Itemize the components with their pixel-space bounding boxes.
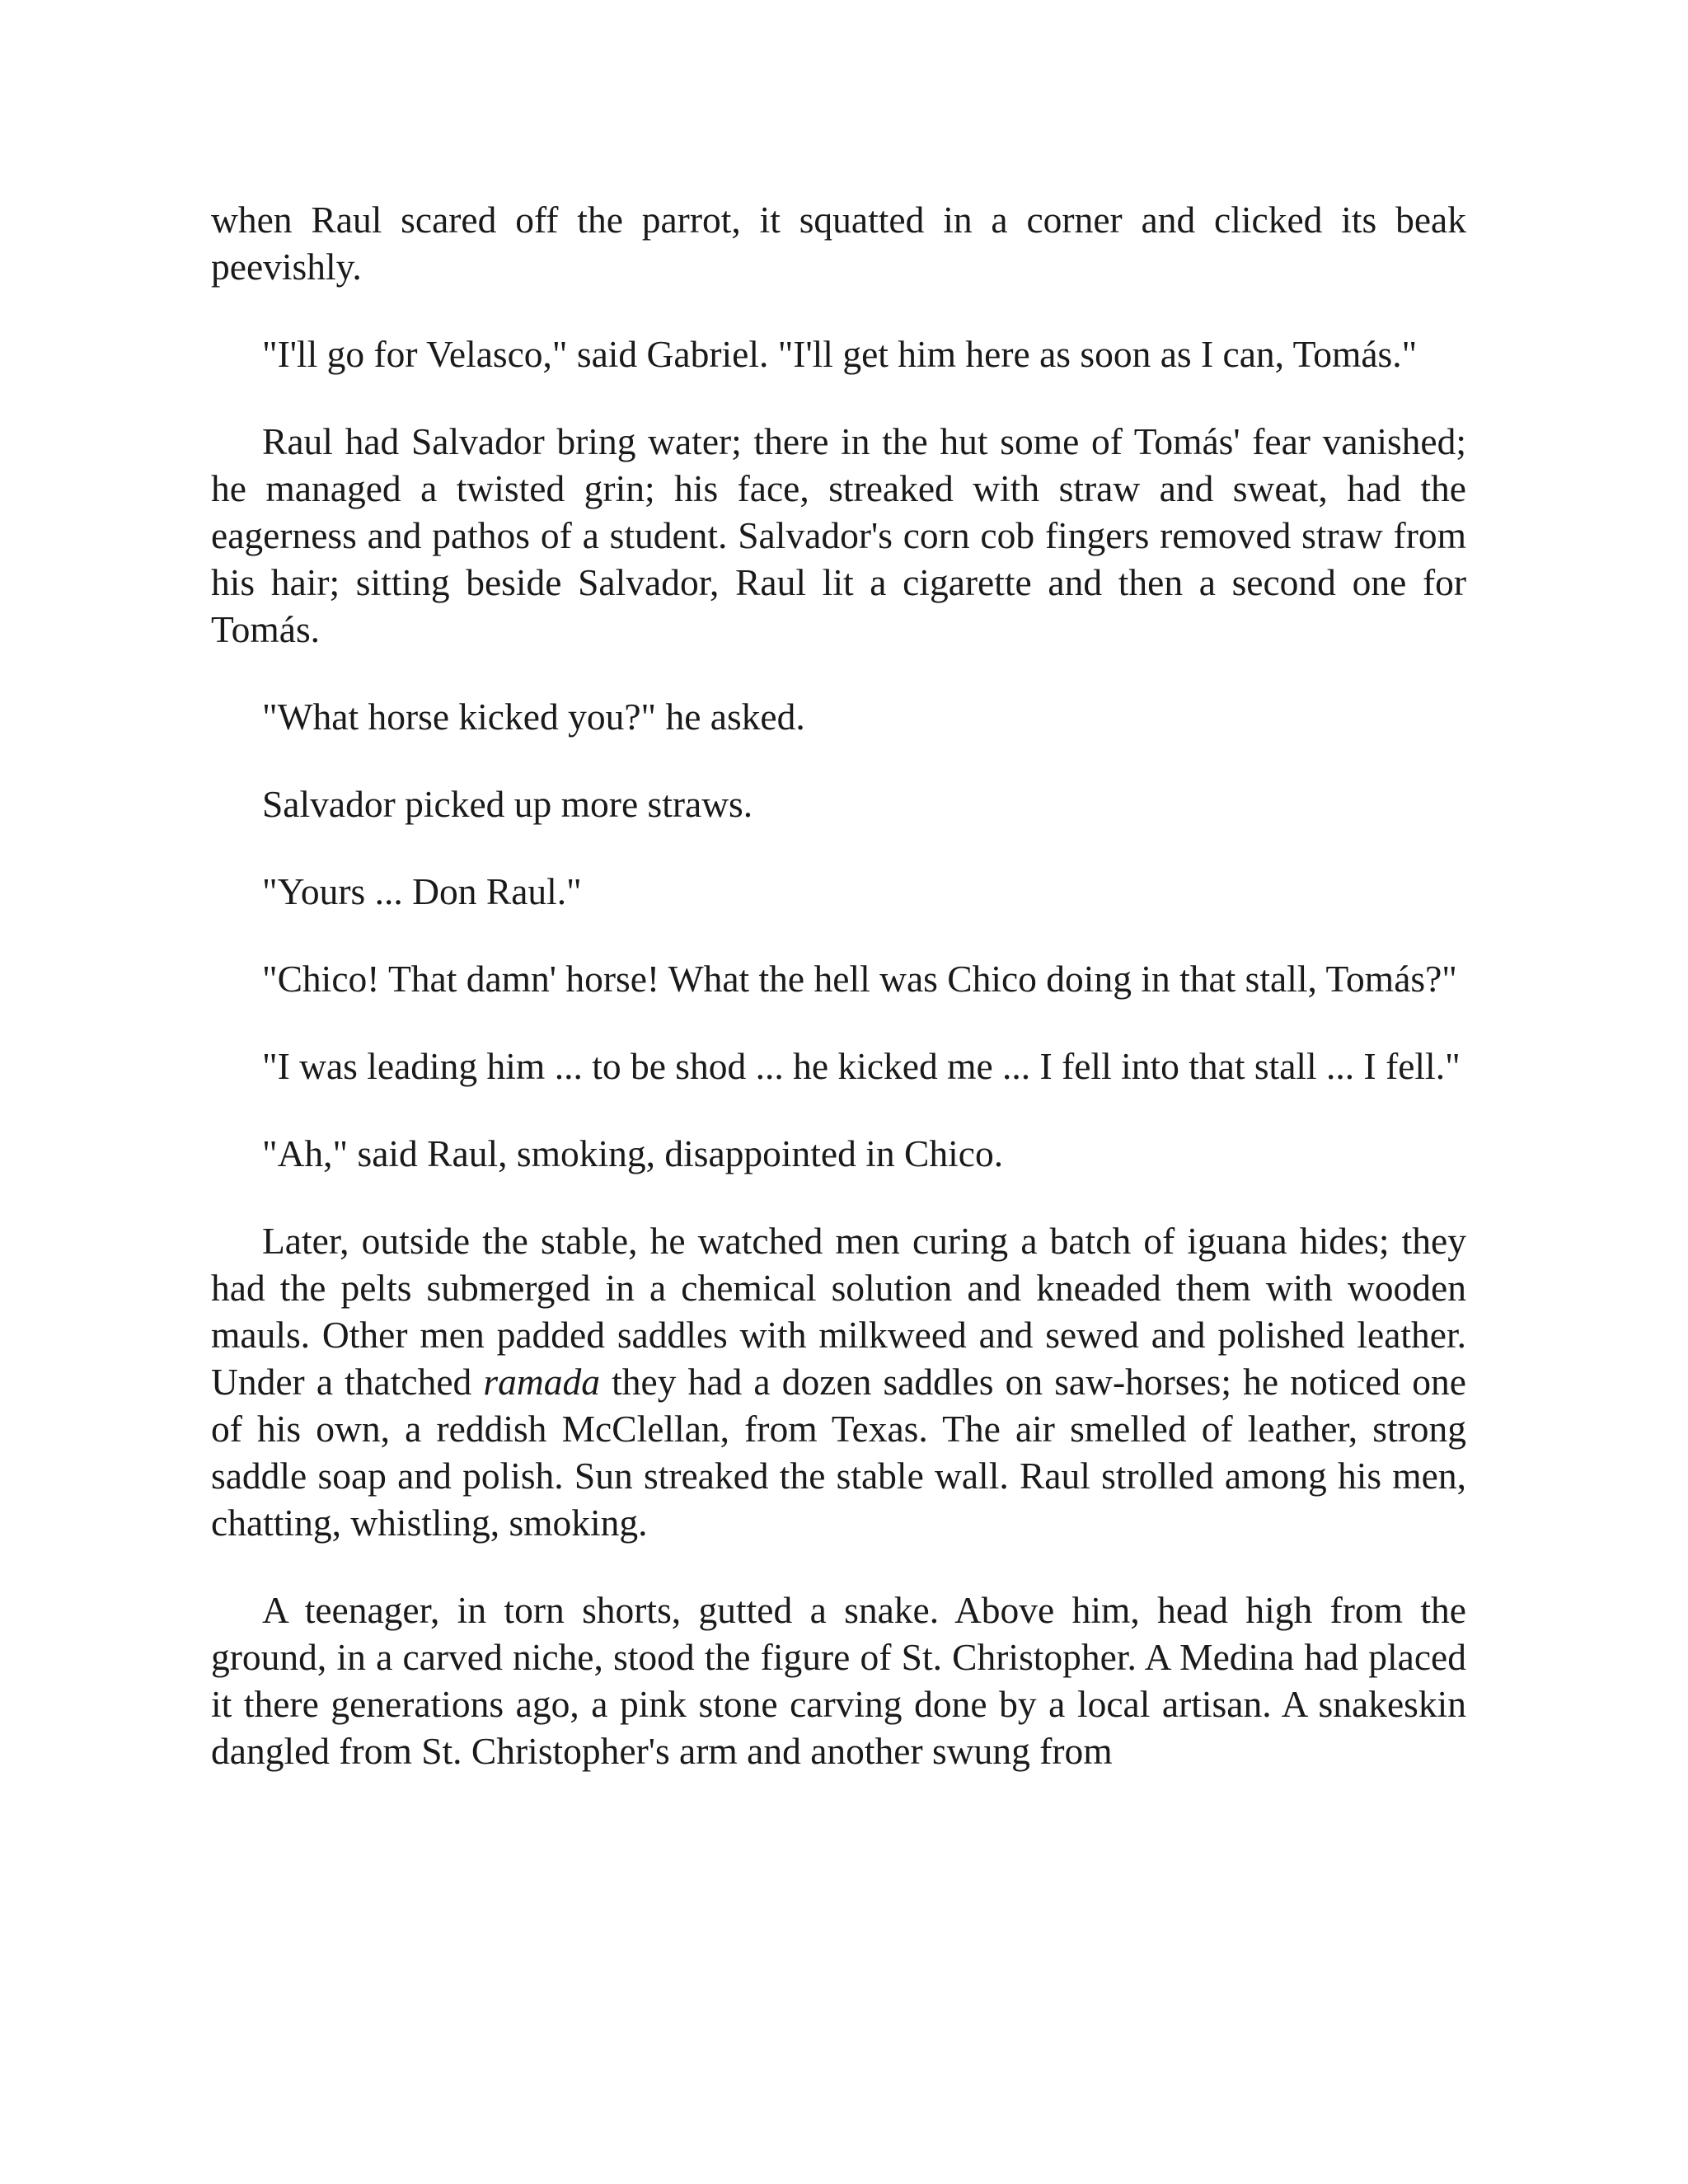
paragraph: "Chico! That damn' horse! What the hell was Chico doing in that stall, Tomás?" [262, 958, 1457, 1000]
paragraph: when Raul scared off the parrot, it squatted in a corner and clicked its beak peevishly. [211, 199, 1466, 288]
paragraph: Raul had Salvador bring water; there in the hut some of Tomás' fear vanished; he managed a twisted grin; his face, streaked with straw and sweat, had the eagerness and pathos of a student. Salvador's corn cob fingers removed straw from his hair; sitting beside Salvador, Raul lit a cigarette and then a second one for Tomás. [211, 420, 1466, 650]
paragraph: "I'll go for Velasco," said Gabriel. "I'll get him here as soon as I can, Tomás." [262, 333, 1418, 375]
paragraph [211, 1217, 1466, 1546]
body-text [211, 196, 1466, 1774]
paragraph: "What horse kicked you?" he asked. [262, 696, 805, 738]
paragraph: "Ah," said Raul, smoking, disappointed in Chico. [262, 1132, 1004, 1174]
italic-word: ramada [483, 1361, 600, 1403]
paragraph: Salvador picked up more straws. [262, 783, 753, 825]
paragraph: A teenager, in torn shorts, gutted a snake. Above him, head high from the ground, in a carved niche, stood the figure of St. Christopher. A Medina had placed it there generations ago, a pink stone carving done by a local artisan. A snakeskin dangled from St. Christopher's arm and another swung from [211, 1589, 1466, 1772]
paragraph: "Yours ... Don Raul." [262, 870, 582, 912]
paragraph: "I was leading him ... to be shod ... he kicked me ... I fell into that stall ... I fell." [262, 1045, 1461, 1087]
paragraph-text: they had a dozen saddles on saw-horses; he noticed one of his own, a reddish McClellan, from Texas. The air smelled of leather, strong saddle soap and polish. Sun streaked the stable wall. Raul strolled among his men, chatting, whistling, smoking. [211, 1361, 1466, 1544]
paragraph-text: Later, outside the stable, he watched men curing a batch of iguana hides; they had the pelts submerged in a chemical solution and kneaded them with wooden mauls. Other men padded saddles with milkweed and sewed and polished leather. Under a thatched [211, 1220, 1466, 1403]
